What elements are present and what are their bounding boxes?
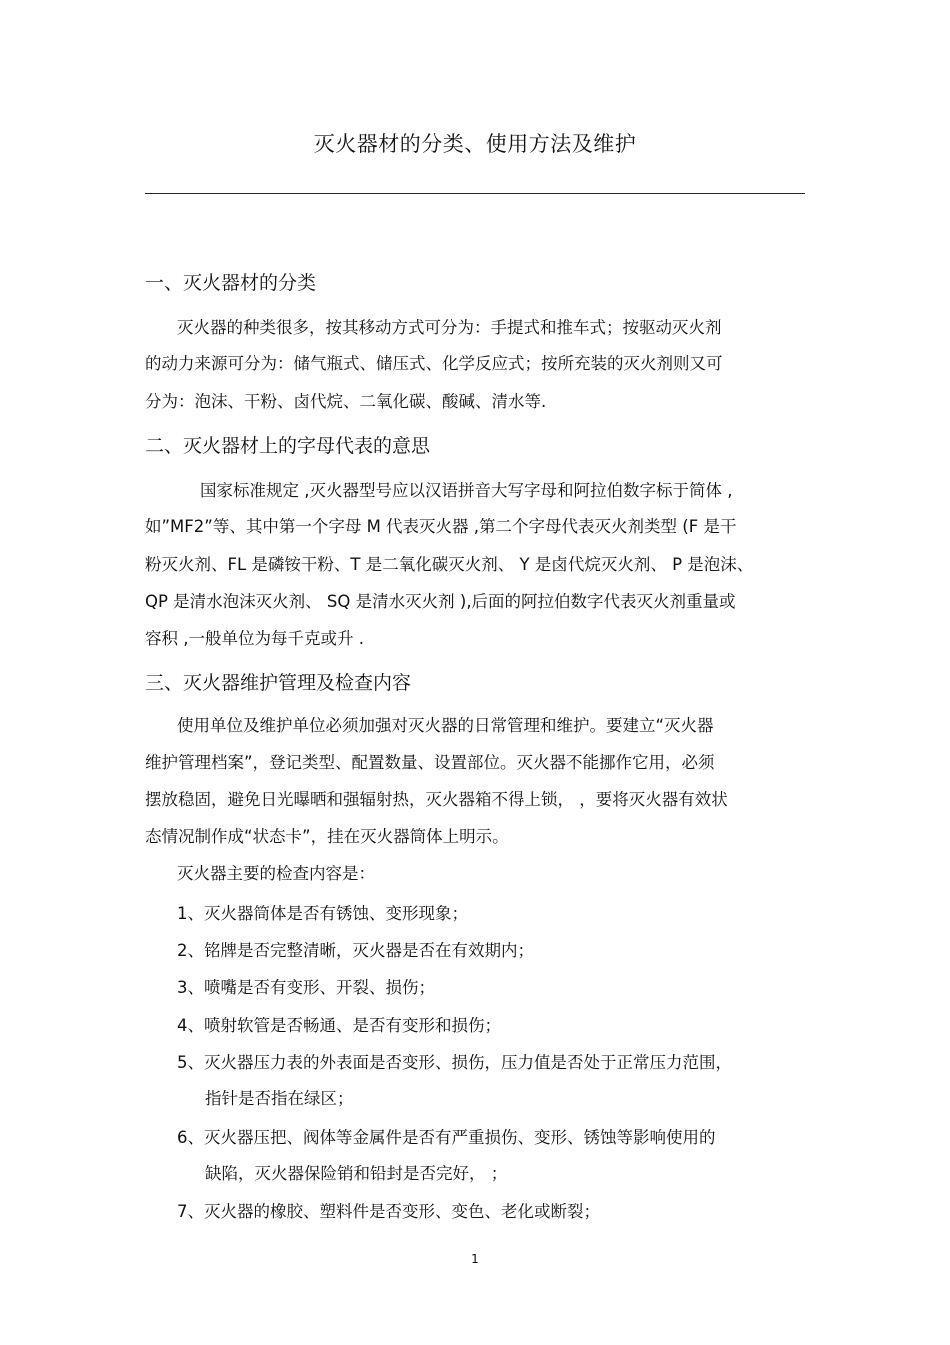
section-3-line: 态情况制作成“状态卡”，挂在灭火器筒体上明示。 — [145, 827, 509, 846]
page-number: 1 — [471, 1252, 479, 1266]
checklist-number: 5、 — [177, 1053, 204, 1072]
checklist-item — [177, 974, 435, 998]
section-2-heading: 二、灭火器材上的字母代表的意思 — [145, 435, 431, 457]
checklist-number: 1、 — [177, 904, 204, 923]
checklist-text: 铭牌是否完整清晰，灭火器是否在有效期内； — [204, 941, 534, 960]
checklist-text: 喷嘴是否有变形、开裂、损伤； — [204, 978, 435, 997]
title-divider — [145, 193, 805, 194]
checklist-item — [177, 1012, 501, 1036]
section-3-line: 使用单位及维护单位必须加强对灭火器的日常管理和维护。要建立“灭火器 — [177, 716, 714, 735]
checklist-item — [177, 1198, 600, 1222]
section-3-line: 维护管理档案”，登记类型、配置数量、设置部位。灭火器不能挪作它用，必须 — [145, 753, 715, 772]
section-1-line: 灭火器的种类很多，按其移动方式可分为：手提式和推车式；按驱动灭火剂 — [177, 318, 722, 337]
checklist-text: 喷射软管是否畅通、是否有变形和损伤； — [204, 1016, 501, 1035]
checklist-number: 6、 — [177, 1128, 204, 1147]
section-2-line: QP 是清水泡沫灭火剂、 SQ 是清水灭火剂 ),后面的阿拉伯数字代表灭火剂重量或 — [145, 592, 736, 611]
section-2-line: 粉灭火剂、FL 是磷铵干粉、T 是二氧化碳灭火剂、 Y 是卤代烷灭火剂、 P 是泡沫、 — [145, 555, 754, 574]
section-2-line: 容积 ,一般单位为每千克或升 . — [145, 629, 364, 648]
checklist-text: 灭火器筒体是否有锈蚀、变形现象； — [204, 904, 468, 923]
checklist-item — [177, 1124, 716, 1148]
section-1-line: 分为：泡沫、干粉、卤代烷、二氧化碳、酸碱、清水等. — [145, 392, 547, 411]
checklist-text: 灭火器的橡胶、塑料件是否变形、变色、老化或断裂； — [204, 1202, 600, 1221]
checklist-number: 2、 — [177, 941, 204, 960]
checklist-number: 7、 — [177, 1202, 204, 1221]
document-title: 灭火器材的分类、使用方法及维护 — [313, 132, 637, 156]
checklist-text: 灭火器压力表的外表面是否变形、损伤，压力值是否处于正常压力范围， — [204, 1053, 732, 1072]
checklist-intro: 灭火器主要的检查内容是： — [177, 864, 375, 883]
checklist-text: 灭火器压把、阀体等金属件是否有严重损伤、变形、锈蚀等影响使用的 — [204, 1128, 716, 1147]
section-1-line: 的动力来源可分为：储气瓶式、储压式、化学反应式；按所充装的灭火剂则又可 — [145, 354, 723, 373]
section-2-line: 国家标准规定 ,灭火器型号应以汉语拼音大写字母和阿拉伯数字标于简体 , — [200, 481, 733, 500]
checklist-item-continuation: 指针是否指在绿区； — [205, 1089, 354, 1108]
checklist-item — [177, 900, 468, 924]
section-1-heading: 一、灭火器材的分类 — [145, 272, 317, 294]
checklist-item — [177, 937, 534, 961]
section-3-line: 摆放稳固，避免日光曝晒和强辐射热，灭火器箱不得上锁， ，要将灭火器有效状 — [145, 790, 728, 809]
checklist-number: 3、 — [177, 978, 204, 997]
checklist-item-continuation: 缺陷，灭火器保险销和铅封是否完好， ； — [205, 1164, 508, 1183]
section-2-line: 如”MF2”等、其中第一个字母 M 代表灭火器 ,第二个字母代表灭火剂类型 (F 是干 — [145, 517, 737, 536]
checklist-number: 4、 — [177, 1016, 204, 1035]
section-3-heading: 三、灭火器维护管理及检查内容 — [145, 672, 412, 694]
checklist-item — [177, 1049, 732, 1073]
